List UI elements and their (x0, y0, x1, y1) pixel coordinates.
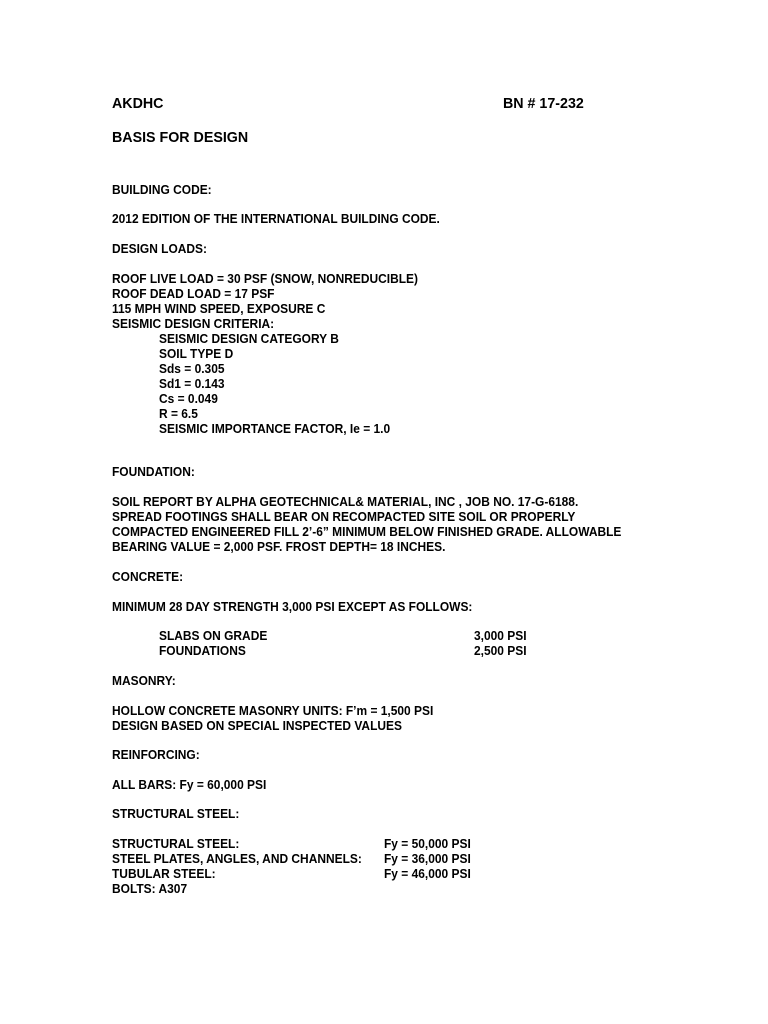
steel-row-label: STEEL PLATES, ANGLES, AND CHANNELS: (112, 851, 362, 866)
seismic-item: Sds = 0.305 (159, 361, 225, 376)
concrete-row-value: 2,500 PSI (474, 643, 527, 658)
building-code-text: 2012 EDITION OF THE INTERNATIONAL BUILDING CODE. (112, 211, 440, 226)
steel-row-value: Fy = 36,000 PSI (384, 851, 471, 866)
masonry-heading: MASONRY: (112, 673, 176, 688)
concrete-row-value: 3,000 PSI (474, 628, 527, 643)
foundation-heading: FOUNDATION: (112, 464, 195, 479)
steel-row-label: STRUCTURAL STEEL: (112, 836, 240, 851)
steel-row-value: Fy = 46,000 PSI (384, 866, 471, 881)
design-loads-line: ROOF LIVE LOAD = 30 PSF (SNOW, NONREDUCIBLE) (112, 271, 419, 286)
design-loads-line: 115 MPH WIND SPEED, EXPOSURE C (112, 301, 326, 316)
header-right: BN # 17-232 (503, 95, 584, 112)
building-code-heading: BUILDING CODE: (112, 182, 212, 197)
masonry-line: HOLLOW CONCRETE MASONRY UNITS: F’m = 1,500 PSI (112, 703, 434, 718)
seismic-item: SEISMIC IMPORTANCE FACTOR, Ie = 1.0 (159, 421, 391, 436)
concrete-row-label: SLABS ON GRADE (159, 628, 268, 643)
seismic-item: SOIL TYPE D (159, 346, 234, 361)
steel-row-label: TUBULAR STEEL: (112, 866, 216, 881)
seismic-item: Cs = 0.049 (159, 391, 218, 406)
steel-row-value: Fy = 50,000 PSI (384, 836, 471, 851)
seismic-item: R = 6.5 (159, 406, 198, 421)
design-loads-heading: DESIGN LOADS: (112, 241, 208, 256)
concrete-row-label: FOUNDATIONS (159, 643, 246, 658)
structural-steel-heading: STRUCTURAL STEEL: (112, 806, 240, 821)
concrete-text: MINIMUM 28 DAY STRENGTH 3,000 PSI EXCEPT AS FOLLOWS: (112, 599, 473, 614)
foundation-line: COMPACTED ENGINEERED FILL 2’-6” MINIMUM BELOW FINISHED GRADE. ALLOWABLE (112, 524, 622, 539)
masonry-line: DESIGN BASED ON SPECIAL INSPECTED VALUES (112, 718, 402, 733)
bolts-line: BOLTS: A307 (112, 881, 188, 896)
header-left: AKDHC (112, 95, 164, 112)
foundation-line: SOIL REPORT BY ALPHA GEOTECHNICAL& MATERIAL, INC , JOB NO. 17-G-6188. (112, 494, 579, 509)
concrete-heading: CONCRETE: (112, 569, 184, 584)
seismic-item: Sd1 = 0.143 (159, 376, 225, 391)
page-title: BASIS FOR DESIGN (112, 129, 249, 146)
design-loads-line: ROOF DEAD LOAD = 17 PSF (112, 286, 275, 301)
reinforcing-text: ALL BARS: Fy = 60,000 PSI (112, 777, 267, 792)
foundation-line: BEARING VALUE = 2,000 PSF. FROST DEPTH= 18 INCHES. (112, 539, 446, 554)
design-loads-line: SEISMIC DESIGN CRITERIA: (112, 316, 275, 331)
seismic-item: SEISMIC DESIGN CATEGORY B (159, 331, 339, 346)
reinforcing-heading: REINFORCING: (112, 747, 200, 762)
foundation-line: SPREAD FOOTINGS SHALL BEAR ON RECOMPACTED SITE SOIL OR PROPERLY (112, 509, 576, 524)
